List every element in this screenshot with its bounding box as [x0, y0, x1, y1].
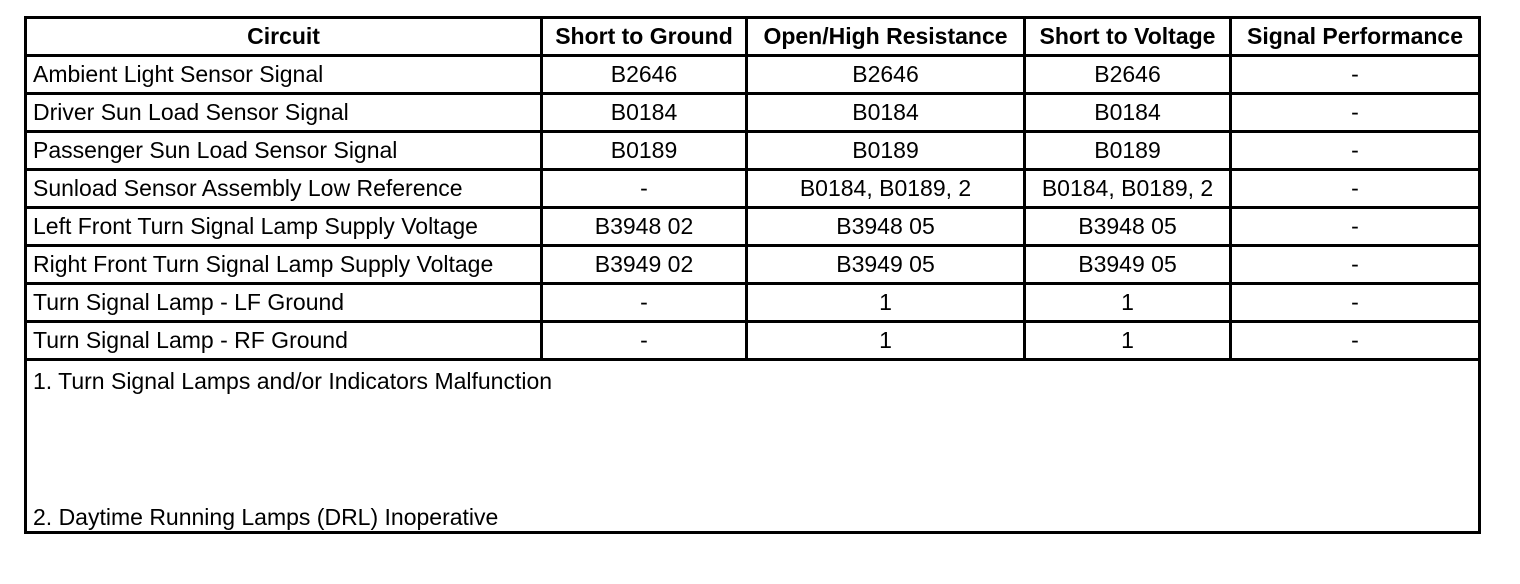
open-high-resistance-cell: 1: [747, 284, 1025, 322]
table-row: [26, 208, 1480, 246]
table-row: [26, 284, 1480, 322]
notes-row: [26, 360, 1480, 533]
signal-performance-cell: -: [1231, 132, 1480, 170]
short-to-ground-cell: B0189: [542, 132, 747, 170]
table-row: [26, 246, 1480, 284]
open-high-resistance-cell: B0184: [747, 94, 1025, 132]
short-to-ground-cell: -: [542, 170, 747, 208]
signal-performance-cell: -: [1231, 56, 1480, 94]
short-to-ground-cell: B3949 02: [542, 246, 747, 284]
header-short-to-ground: Short to Ground: [542, 18, 747, 56]
open-high-resistance-cell: B3948 05: [747, 208, 1025, 246]
footnote-1: 1. Turn Signal Lamps and/or Indicators Malfunction: [33, 368, 553, 394]
signal-performance-cell: -: [1231, 322, 1480, 360]
signal-performance-cell: -: [1231, 246, 1480, 284]
header-signal-performance: Signal Performance: [1231, 18, 1480, 56]
open-high-resistance-cell: B0189: [747, 132, 1025, 170]
short-to-voltage-cell: 1: [1025, 322, 1231, 360]
short-to-ground-cell: -: [542, 322, 747, 360]
short-to-voltage-cell: B2646: [1025, 56, 1231, 94]
short-to-voltage-cell: 1: [1025, 284, 1231, 322]
notes-cell: [26, 360, 1480, 533]
table-row: [26, 56, 1480, 94]
short-to-voltage-cell: B0189: [1025, 132, 1231, 170]
table-row: [26, 94, 1480, 132]
footnote-2: 2. Daytime Running Lamps (DRL) Inoperative: [33, 504, 499, 530]
header-circuit: Circuit: [26, 18, 542, 56]
table-row: [26, 170, 1480, 208]
table-row: [26, 132, 1480, 170]
short-to-ground-cell: B3948 02: [542, 208, 747, 246]
short-to-ground-cell: B0184: [542, 94, 747, 132]
signal-performance-cell: -: [1231, 170, 1480, 208]
circuit-name-cell: Sunload Sensor Assembly Low Reference: [26, 170, 542, 208]
circuit-name-cell: Passenger Sun Load Sensor Signal: [26, 132, 542, 170]
header-short-to-voltage: Short to Voltage: [1025, 18, 1231, 56]
table-row: [26, 322, 1480, 360]
header-row: [26, 18, 1480, 56]
short-to-voltage-cell: B3948 05: [1025, 208, 1231, 246]
signal-performance-cell: -: [1231, 208, 1480, 246]
short-to-voltage-cell: B3949 05: [1025, 246, 1231, 284]
circuit-name-cell: Left Front Turn Signal Lamp Supply Voltage: [26, 208, 542, 246]
signal-performance-cell: -: [1231, 284, 1480, 322]
circuit-dtc-table: [24, 16, 1481, 534]
short-to-voltage-cell: B0184, B0189, 2: [1025, 170, 1231, 208]
circuit-name-cell: Right Front Turn Signal Lamp Supply Voltage: [26, 246, 542, 284]
notes-container: [33, 361, 1472, 531]
open-high-resistance-cell: B3949 05: [747, 246, 1025, 284]
circuit-name-cell: Turn Signal Lamp - RF Ground: [26, 322, 542, 360]
short-to-voltage-cell: B0184: [1025, 94, 1231, 132]
header-open-high-resistance: Open/High Resistance: [747, 18, 1025, 56]
short-to-ground-cell: -: [542, 284, 747, 322]
circuit-name-cell: Ambient Light Sensor Signal: [26, 56, 542, 94]
open-high-resistance-cell: B0184, B0189, 2: [747, 170, 1025, 208]
signal-performance-cell: -: [1231, 94, 1480, 132]
open-high-resistance-cell: B2646: [747, 56, 1025, 94]
circuit-name-cell: Turn Signal Lamp - LF Ground: [26, 284, 542, 322]
circuit-name-cell: Driver Sun Load Sensor Signal: [26, 94, 542, 132]
short-to-ground-cell: B2646: [542, 56, 747, 94]
open-high-resistance-cell: 1: [747, 322, 1025, 360]
